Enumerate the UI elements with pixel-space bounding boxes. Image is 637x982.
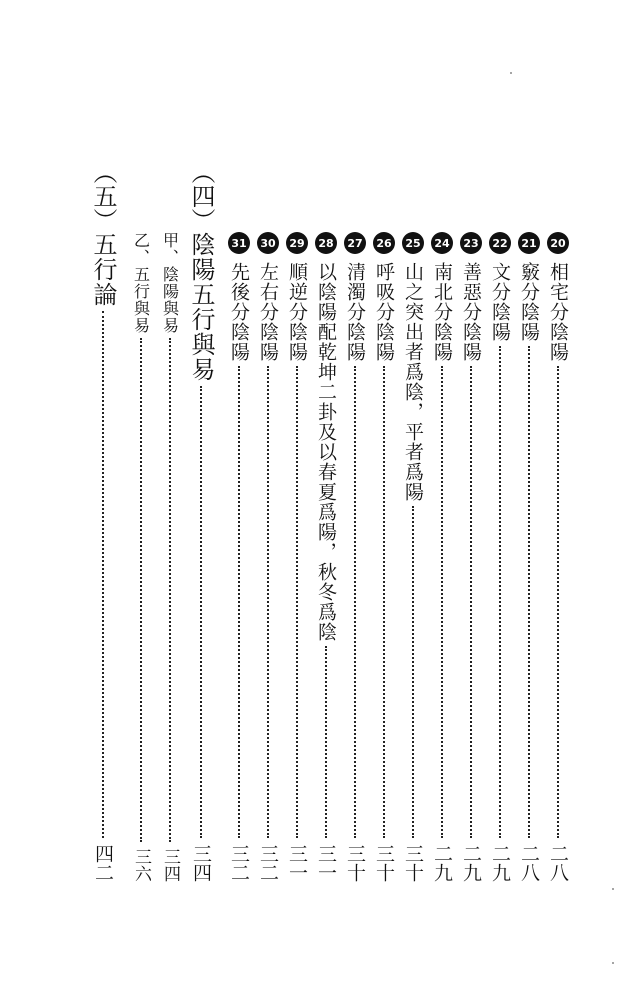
leader-dots bbox=[325, 646, 327, 838]
sub-item-page: 三六 bbox=[131, 848, 151, 882]
entry-page: 二九 bbox=[431, 844, 453, 882]
entry-title: 順逆分陰陽 bbox=[286, 262, 308, 362]
toc-entry-21 bbox=[514, 232, 544, 882]
entry-page: 三二 bbox=[257, 844, 279, 882]
leader-dots bbox=[557, 366, 559, 838]
entry-title: 呼吸分陰陽 bbox=[373, 262, 395, 362]
entry-title: 山之突出者爲陰，平者爲陽 bbox=[402, 262, 424, 502]
entry-number: 24 bbox=[431, 232, 453, 254]
entry-title: 以陰陽配乾坤二卦及以春夏爲陽，秋冬爲陰 bbox=[315, 262, 337, 642]
entry-page: 二八 bbox=[547, 844, 569, 882]
entry-number: 30 bbox=[257, 232, 279, 254]
section-label: （四） bbox=[187, 160, 215, 232]
entry-page: 三十 bbox=[373, 844, 395, 882]
leader-dots bbox=[140, 338, 142, 842]
toc-entry-24 bbox=[427, 232, 457, 882]
section-title: 五行論 bbox=[89, 232, 117, 307]
section-4-heading bbox=[184, 160, 218, 882]
entry-page: 三二 bbox=[228, 844, 250, 882]
section-title: 陰陽五行與易 bbox=[187, 232, 215, 382]
entry-page: 三十 bbox=[344, 844, 366, 882]
leader-dots bbox=[412, 506, 414, 838]
entry-page: 三一 bbox=[286, 844, 308, 882]
entry-number: 29 bbox=[286, 232, 308, 254]
leader-dots bbox=[267, 366, 269, 838]
leader-dots bbox=[470, 366, 472, 838]
leader-dots bbox=[441, 366, 443, 838]
toc-entry-29 bbox=[282, 232, 312, 882]
section-page: 四二 bbox=[92, 844, 114, 882]
toc-entry-20 bbox=[543, 232, 573, 882]
entry-number: 21 bbox=[518, 232, 540, 254]
toc-entry-23 bbox=[456, 232, 486, 882]
entry-number: 27 bbox=[344, 232, 366, 254]
entry-title: 相宅分陰陽 bbox=[547, 262, 569, 362]
entry-page: 三一 bbox=[315, 844, 337, 882]
toc-entry-31 bbox=[224, 232, 254, 882]
sub-item-title: 甲、陰陽與易 bbox=[160, 232, 180, 334]
section-4-item-a bbox=[155, 232, 185, 882]
entry-page: 二九 bbox=[460, 844, 482, 882]
entry-title: 文分陰陽 bbox=[489, 262, 511, 342]
entry-title: 先後分陰陽 bbox=[228, 262, 250, 362]
leader-dots bbox=[383, 366, 385, 838]
toc-entry-30 bbox=[253, 232, 283, 882]
entry-number: 25 bbox=[402, 232, 424, 254]
scan-speck bbox=[510, 72, 512, 74]
entry-title: 善惡分陰陽 bbox=[460, 262, 482, 362]
section-4-item-b bbox=[126, 232, 156, 882]
entry-page: 二九 bbox=[489, 844, 511, 882]
entry-number: 28 bbox=[315, 232, 337, 254]
scan-speck bbox=[612, 888, 614, 890]
leader-dots bbox=[200, 386, 202, 838]
entry-page: 二八 bbox=[518, 844, 540, 882]
section-page: 三四 bbox=[190, 844, 212, 882]
entry-title: 左右分陰陽 bbox=[257, 262, 279, 362]
toc-entry-22 bbox=[485, 232, 515, 882]
entry-number: 26 bbox=[373, 232, 395, 254]
leader-dots bbox=[102, 311, 104, 838]
section-5-heading bbox=[86, 160, 120, 882]
entry-number: 23 bbox=[460, 232, 482, 254]
entry-number: 20 bbox=[547, 232, 569, 254]
leader-dots bbox=[528, 346, 530, 838]
entry-number: 22 bbox=[489, 232, 511, 254]
leader-dots bbox=[499, 346, 501, 838]
entry-title: 南北分陰陽 bbox=[431, 262, 453, 362]
toc-entry-28 bbox=[311, 232, 341, 882]
sub-item-page: 三四 bbox=[160, 848, 180, 882]
entry-title: 清濁分陰陽 bbox=[344, 262, 366, 362]
entry-page: 三十 bbox=[402, 844, 424, 882]
leader-dots bbox=[169, 338, 171, 842]
toc-entry-27 bbox=[340, 232, 370, 882]
entry-title: 竅分陰陽 bbox=[518, 262, 540, 342]
leader-dots bbox=[296, 366, 298, 838]
scan-speck bbox=[612, 962, 614, 964]
section-label: （五） bbox=[89, 160, 117, 232]
entry-number: 31 bbox=[228, 232, 250, 254]
leader-dots bbox=[238, 366, 240, 838]
leader-dots bbox=[354, 366, 356, 838]
toc-entry-25 bbox=[398, 232, 428, 882]
toc-entry-26 bbox=[369, 232, 399, 882]
sub-item-title: 乙、五行與易 bbox=[131, 232, 151, 334]
